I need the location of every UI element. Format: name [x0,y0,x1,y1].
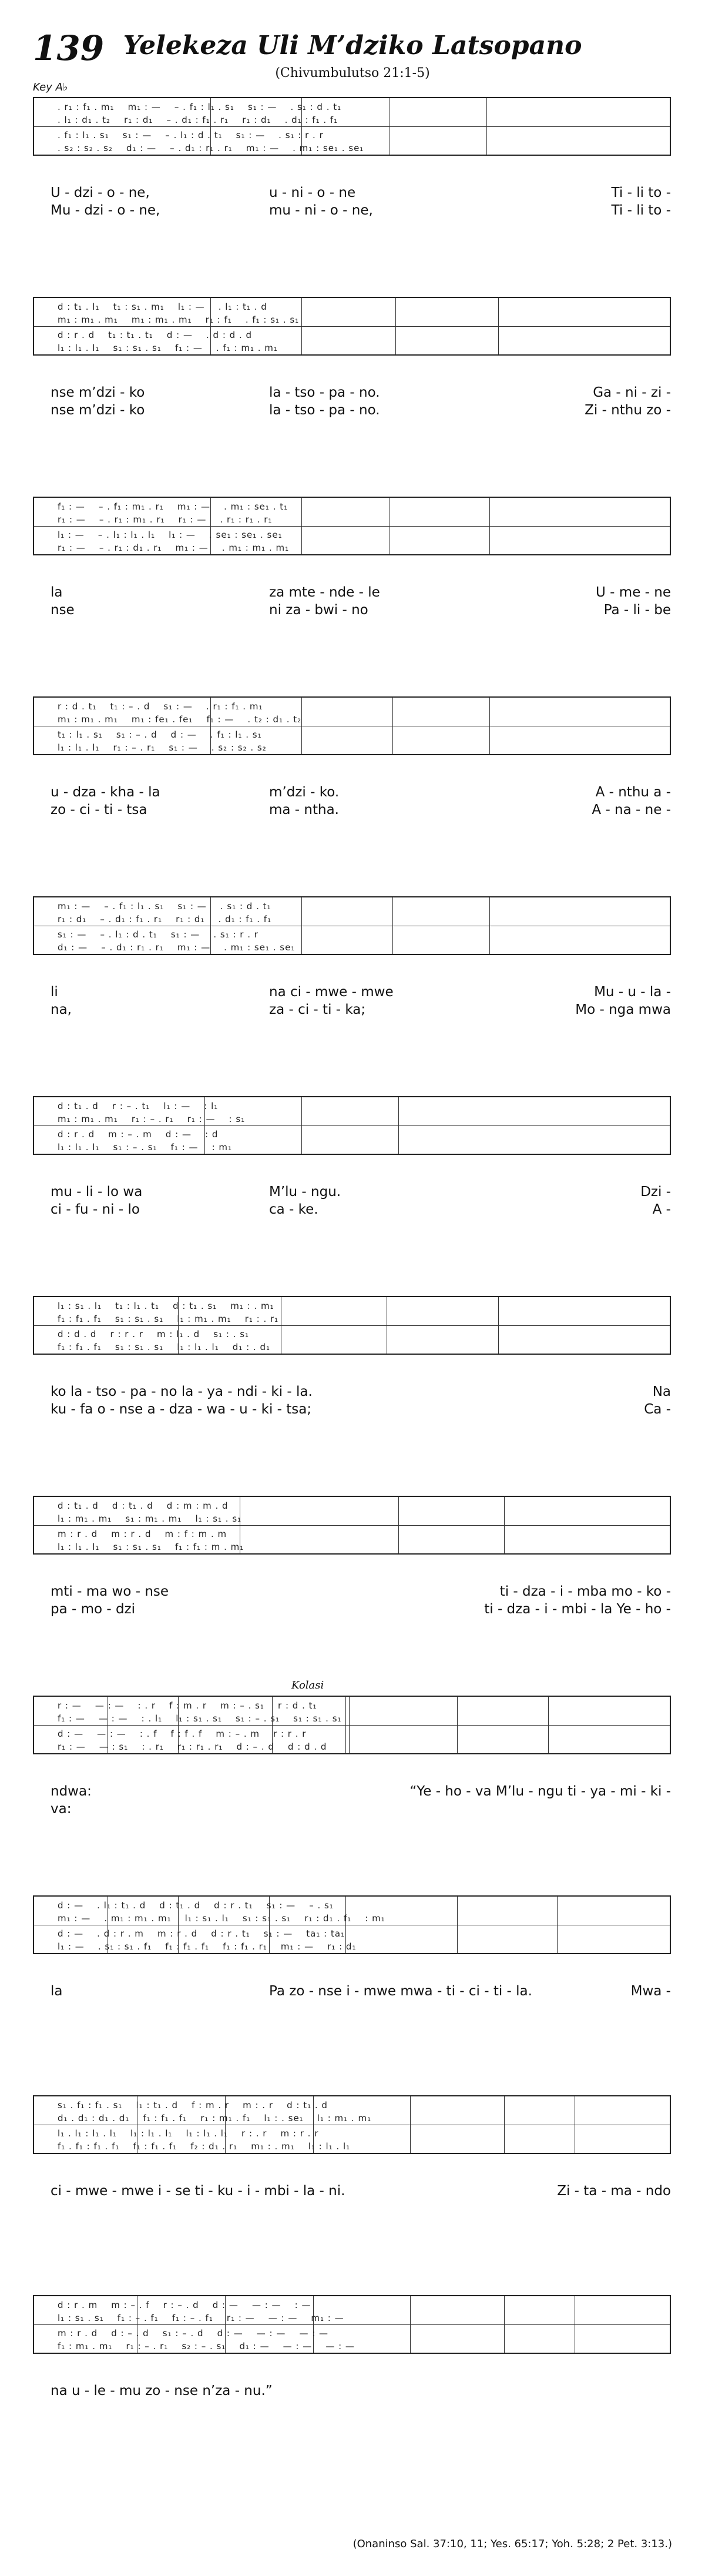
music-system [33,1096,671,1225]
bar-line [489,498,490,554]
solfa-voice-line: . f₁ : l₁ . s₁ s₁ : — – . l₁ : d . t₁ s₁ : — . s₁ : r . r [58,130,324,140]
bar-line [457,1697,458,1753]
lyric-segment: ci - mwe - mwe i - se ti - ku - i - mbi - la - ni. [51,2183,345,2199]
lyric-segment: ca - ke. [269,1202,318,1217]
staff-box [33,497,671,555]
lyric-line [33,2201,671,2219]
lyric-segment: ti - dza - i - mbi - la Ye - ho - [484,1602,671,1617]
solfa-voice-line: l₁ : s₁ . l₁ t₁ : l₁ . t₁ d : t₁ . s₁ m₁ : . m₁ [58,1301,274,1311]
lyric-segment: Pa zo - nse i - mwe mwa - ti - ci - ti - la. [269,1984,532,1999]
bar-line [398,1097,399,1154]
staff-box [33,896,671,955]
solfa-voice-line: d : r . d t₁ : t₁ . t₁ d : — . d : d . d [58,330,253,340]
lyric-segment: ko la - tso - pa - no la - ya - ndi - ki - la. [51,1384,313,1399]
lyric-line [33,1784,671,1801]
solfa-voice-line: m₁ : — – . f₁ : l₁ . s₁ s₁ : — . s₁ : d . t₁ [58,901,271,912]
lyric-segment: Ca - [644,1402,671,1417]
lyric-line [33,1584,671,1602]
solfa-voice-line: f₁ : f₁ . f₁ s₁ : s₁ . s₁ l₁ : l₁ . l₁ d₁ : . d₁ [58,1342,271,1352]
lyric-segment: la [51,1984,63,1999]
lyric-segment: Ga - ni - zi - [593,385,671,400]
lyric-line [33,2383,671,2401]
bar-line [504,1497,505,1553]
lyric-line [33,1384,671,1402]
staff-divider [34,1325,670,1326]
lyric-segment: A - na - ne - [592,802,671,818]
bar-line [504,2296,505,2353]
bar-line [410,2096,411,2153]
lyric-line [33,2183,671,2201]
lyric-segment: la - tso - pa - no. [269,403,380,418]
bar-line [557,1897,558,1953]
music-system [33,2295,671,2424]
bar-line [410,2296,411,2353]
lyric-line [33,2001,671,2019]
solfa-voice-line: l₁ : s₁ . s₁ f₁ : – . f₁ f₁ : – . f₁ r₁ : — — : — m₁ : — [58,2313,344,2323]
solfa-voice-line: f₁ : — – . f₁ : m₁ . r₁ m₁ : — . m₁ : se₁ . t₁ [58,501,288,512]
music-system [33,696,671,826]
music-system [33,1296,671,1425]
solfa-voice-line: d : — . d : r . m m : r . d d : r . t₁ s₁ : — ta₁ : ta₁ [58,1928,345,1939]
solfa-voice-line: m₁ : m₁ . m₁ m₁ : m₁ . m₁ r₁ : f₁ . f₁ : s₁ . s₁ [58,314,300,325]
solfa-voice-line: l₁ : l₁ . l₁ s₁ : – . s₁ f₁ : — : m₁ [58,1142,233,1153]
hymn-title: Yelekeza Uli M’dziko Latsopano [123,31,582,61]
hymn-subtitle: (Chivumbulutso 21:1-5) [275,66,430,81]
solfa-voice-line: l₁ : l₁ . l₁ r₁ : – . r₁ s₁ : — . s₂ : s₂ . s₂ [58,742,267,753]
bar-line [398,1497,399,1553]
lyric-segment: li [51,984,58,1000]
lyric-line [33,203,671,220]
staff-divider [34,1725,670,1726]
solfa-voice-line: s₁ . f₁ : f₁ . s₁ l₁ : t₁ . d f : m . r m : . r d : t₁ . d [58,2100,328,2111]
bar-line [301,698,302,754]
solfa-voice-line: . r₁ : f₁ . m₁ m₁ : — – . f₁ : l₁ . s₁ s₁ : — . s₁ : d . t₁ [58,102,342,112]
solfa-voice-line: r₁ : — – . r₁ : m₁ . r₁ r₁ : — . r₁ : r₁ . r₁ [58,514,273,525]
lyric-segment: Zi - nthu zo - [585,403,671,418]
lyric-segment: ma - ntha. [269,802,339,818]
music-system [33,497,671,626]
solfa-voice-line: d : — . l₁ : t₁ . d d : t₁ . d d : r . t₁ s₁ : — – . s₁ [58,1900,334,1911]
lyric-line [33,185,671,203]
solfa-voice-line: m₁ : m₁ . m₁ r₁ : – . r₁ r₁ : — : s₁ [58,1114,246,1124]
lyric-segment: ni za - bwi - no [269,602,368,618]
staff-box [33,1296,671,1355]
solfa-voice-line: r₁ : d₁ – . d₁ : f₁ . r₁ r₁ : d₁ . d₁ : f₁ . f₁ [58,914,272,924]
solfa-voice-line: r : d . t₁ t₁ : – . d s₁ : — . r₁ : f₁ . m₁ [58,701,263,712]
solfa-voice-line: d : r . m m : – . f r : – . d d : — — : — : — [58,2300,311,2310]
bar-line [392,897,393,954]
chorus-label: Kolasi [291,1679,324,1691]
lyric-line [33,785,671,802]
staff-box [33,1895,671,1954]
lyric-segment: ci - fu - ni - lo [51,1202,140,1217]
lyric-line [33,385,671,403]
lyric-segment: “Ye - ho - va M’lu - ngu ti - ya - mi - ki - [409,1784,671,1799]
lyric-line [33,1602,671,1619]
bar-line [548,1697,549,1753]
lyric-segment: ndwa: [51,1784,92,1799]
lyric-line [33,1202,671,1220]
lyric-segment: pa - mo - dzi [51,1602,136,1617]
scripture-reference: (Onaninso Sal. 37:10, 11; Yes. 65:17; Yoh. 5:28; 2 Pet. 3:13.) [352,2538,672,2550]
bar-line [489,698,490,754]
bar-line [457,1897,458,1953]
lyric-segment: mu - ni - o - ne, [269,203,373,218]
solfa-voice-line: l₁ : m₁ . m₁ s₁ : m₁ . m₁ l₁ : s₁ . s₁ [58,1513,242,1524]
bar-line [504,2096,505,2153]
lyric-line [33,1801,671,1819]
staff-divider [34,1125,670,1126]
lyric-segment: za - ci - ti - ka; [269,1002,366,1017]
solfa-voice-line: d : t₁ . d r : – . t₁ l₁ : — : l₁ [58,1101,219,1111]
bar-line [392,698,393,754]
solfa-voice-line: d : t₁ . l₁ t₁ : s₁ . m₁ l₁ : — . l₁ : t₁ . d [58,302,267,312]
solfa-voice-line: d : r . d m : – . m d : — : d [58,1129,219,1140]
solfa-voice-line: l₁ . l₁ : l₁ . l₁ l₁ : l₁ . l₁ l₁ : l₁ . l₁ r : . r m : r . r [58,2128,319,2139]
lyric-segment: Ti - li to - [611,203,671,218]
bar-line [301,298,302,354]
lyric-segment: na ci - mwe - mwe [269,984,394,1000]
lyric-segment: ku - fa o - nse a - dza - wa - u - ki - tsa; [51,1402,312,1417]
solfa-voice-line: d : d . d r : r . r m : l₁ . d s₁ : . s₁ [58,1329,250,1339]
solfa-voice-line: r₁ : — – . r₁ : d₁ . r₁ m₁ : — . m₁ : m₁ . m₁ [58,542,290,553]
bar-line [486,98,487,155]
bar-line [395,298,396,354]
lyric-segment: Mu - u - la - [594,984,671,1000]
lyric-line [33,984,671,1002]
solfa-voice-line: . l₁ : d₁ . t₂ r₁ : d₁ – . d₁ : f₁ . r₁ r₁ : d₁ . d₁ : f₁ . f₁ [58,115,338,125]
solfa-voice-line: f₁ : m₁ . m₁ r₁ : – . r₁ s₂ : – . s₁ d₁ : — — : — — : — [58,2341,355,2351]
lyric-segment: na u - le - mu zo - nse n’za - nu.” [51,2383,273,2399]
staff-divider [34,126,670,127]
lyric-segment: Pa - li - be [603,602,671,618]
solfa-voice-line: m : r . d m : r . d m : f : m . m [58,1529,227,1539]
lyric-segment: mu - li - lo wa [51,1184,143,1200]
music-system [33,2095,671,2225]
solfa-voice-line: l₁ : l₁ . l₁ s₁ : s₁ . s₁ f₁ : f₁ : m . m₁ [58,1542,244,1552]
solfa-voice-line: d : t₁ . d d : t₁ . d d : m : m . d [58,1500,229,1511]
bar-line [498,1297,499,1354]
staff-divider [34,326,670,327]
lyric-segment: za mte - nde - le [269,585,380,600]
music-system [33,1679,671,1825]
lyric-line [33,1402,671,1419]
hymn-number: 139 [33,28,105,68]
staff-box [33,1696,671,1754]
bar-line [498,298,499,354]
lyric-line [33,1184,671,1202]
lyric-segment: la [51,585,63,600]
lyric-segment: nse m’dzi - ko [51,385,145,400]
staff-divider [34,526,670,527]
lyric-segment: Ti - li to - [611,185,671,200]
solfa-voice-line: . s₂ : s₂ . s₂ d₁ : — – . d₁ : r₁ . r₁ m₁ : — . m₁ : se₁ . se₁ [58,143,364,153]
lyric-segment: va: [51,1801,72,1817]
lyric-segment: m’dzi - ko. [269,785,340,800]
lyric-segment: nse [51,602,75,618]
key-signature: Key A♭ [33,81,68,93]
music-system [33,1895,671,2025]
bar-line [301,897,302,954]
music-system [33,97,671,226]
lyric-segment: A - [652,1202,671,1217]
bar-line [301,1097,302,1154]
lyric-line [33,1002,671,1020]
music-system [33,297,671,426]
lyric-line [33,602,671,620]
staff-divider [34,1525,670,1526]
staff-box [33,2095,671,2154]
bar-line [345,1697,350,1753]
staff-box [33,297,671,356]
lyric-segment: zo - ci - ti - tsa [51,802,147,818]
lyric-segment: A - nthu a - [595,785,671,800]
solfa-voice-line: f₁ : — — : — : . l₁ l₁ : s₁ . s₁ s₁ : – . s₁ s₁ : s₁ . s₁ [58,1713,342,1724]
lyric-segment: ti - dza - i - mba mo - ko - [499,1584,671,1599]
lyric-segment: Na [652,1384,671,1399]
solfa-voice-line: t₁ : l₁ . s₁ s₁ : – . d d : — . f₁ : l₁ . s₁ [58,729,262,740]
solfa-voice-line: f₁ : f₁ . f₁ s₁ : s₁ . s₁ l₁ : m₁ . m₁ r₁ : . r₁ [58,1314,279,1324]
lyric-line [33,1984,671,2001]
solfa-voice-line: f₁ . f₁ : f₁ . f₁ f₁ : f₁ . f₁ f₂ : d₁ . r₁ m₁ : . m₁ l₁ : l₁ . l₁ [58,2141,351,2152]
solfa-voice-line: m₁ : — . m₁ : m₁ . m₁ l₁ : s₁ . l₁ s₁ : s₁ . s₁ r₁ : d₁ . f₁ : m₁ [58,1913,385,1924]
solfa-voice-line: m₁ : m₁ . m₁ m₁ : fe₁ . fe₁ f₁ : — . t₂ : d₁ . t₂ [58,714,302,725]
solfa-voice-line: r : — — : — : . r f : m . r m : – . s₁ r : d . t₁ [58,1700,317,1711]
lyric-line [33,802,671,820]
solfa-voice-line: m : r . d d : – . d s₁ : – . d d : — — : — — : — [58,2328,329,2339]
staff-box [33,1496,671,1555]
lyric-segment: Dzi - [640,1184,671,1200]
lyric-segment: u - ni - o - ne [269,185,356,200]
staff-box [33,696,671,755]
lyric-line [33,585,671,602]
lyric-segment: na, [51,1002,72,1017]
lyric-segment: nse m’dzi - ko [51,403,145,418]
solfa-voice-line: d₁ : — – . d₁ : r₁ . r₁ m₁ : — . m₁ : se₁ . se₁ [58,942,296,953]
lyric-segment: Mu - dzi - o - ne, [51,203,160,218]
solfa-voice-line: d₁ . d₁ : d₁ . d₁ f₁ : f₁ . f₁ r₁ : m₁ . f₁ l₁ : . se₁ l₁ : m₁ . m₁ [58,2113,372,2123]
lyric-segment: M’lu - ngu. [269,1184,341,1200]
bar-line [489,897,490,954]
music-system [33,896,671,1026]
lyric-segment: mti - ma wo - nse [51,1584,169,1599]
lyric-segment: u - dza - kha - la [51,785,160,800]
solfa-voice-line: l₁ : l₁ . l₁ s₁ : s₁ . s₁ f₁ : — . f₁ : m₁ . m₁ [58,343,278,353]
solfa-voice-line: l₁ : — . s₁ : s₁ . f₁ f₁ : f₁ . f₁ f₁ : f₁ . r₁ m₁ : — r₁ : d₁ [58,1941,357,1952]
lyric-segment: U - me - ne [596,585,671,600]
solfa-voice-line: d : — — : — : . f f : f . f m : – . m r : r . r [58,1729,307,1739]
bar-line [301,498,302,554]
lyric-segment: U - dzi - o - ne, [51,185,150,200]
music-system [33,1496,671,1625]
lyric-segment: Mwa - [630,1984,671,1999]
staff-box [33,2295,671,2354]
lyric-line [33,2401,671,2418]
lyric-line [33,403,671,420]
lyric-segment: Zi - ta - ma - ndo [557,2183,671,2199]
solfa-voice-line: r₁ : — — : s₁ : . r₁ r₁ : r₁ . r₁ d : – . d d : d . d [58,1741,327,1752]
solfa-voice-line: l₁ : — – . l₁ : l₁ . l₁ l₁ : — . se₁ : se₁ . se₁ [58,530,283,540]
lyric-segment: Mo - nga mwa [575,1002,671,1017]
staff-box [33,97,671,156]
solfa-voice-line: s₁ : — – . l₁ : d . t₁ s₁ : — . s₁ : r . r [58,929,258,940]
lyric-segment: la - tso - pa - no. [269,385,380,400]
staff-box [33,1096,671,1155]
